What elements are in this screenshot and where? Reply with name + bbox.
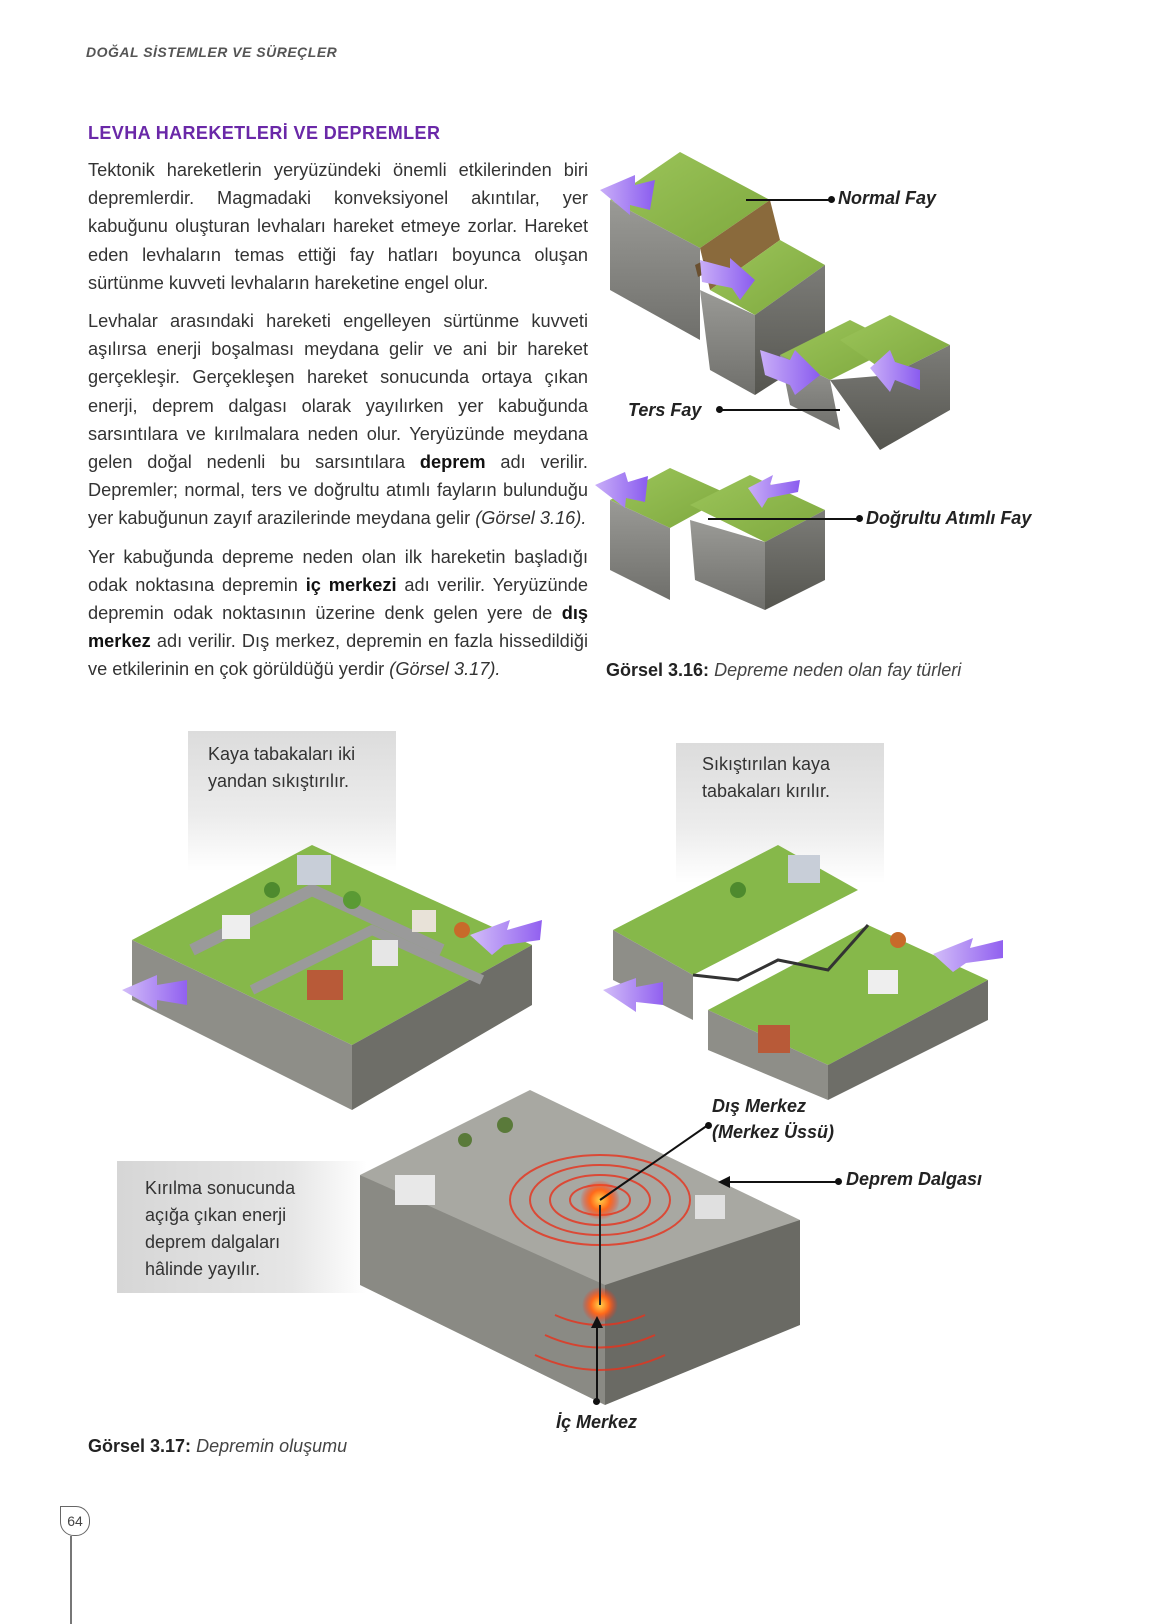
leader-dot	[835, 1178, 842, 1185]
page-number: 64	[60, 1506, 90, 1536]
leader-dot	[828, 196, 835, 203]
label-dogrultu-atimli-fay: Doğrultu Atımlı Fay	[866, 508, 1032, 528]
leader-line	[590, 1120, 710, 1205]
term-ic-merkez: iç merkezi	[305, 574, 397, 595]
body-text	[88, 156, 588, 694]
label-normal-fay: Normal Fay	[838, 188, 937, 208]
leader-dot	[856, 515, 863, 522]
label-merkez-ussu: (Merkez Üssü)	[712, 1122, 835, 1142]
label-dis-merkez: Dış Merkez	[712, 1096, 807, 1116]
term-dis-merkez: dış merkez	[88, 603, 588, 652]
leader-line	[596, 1326, 598, 1400]
label-ic-merkez: İç Merkez	[556, 1412, 638, 1432]
leader-line	[746, 199, 832, 201]
strike-slip-fault-block	[595, 468, 825, 610]
leader-dot	[593, 1398, 600, 1405]
leader-line	[708, 518, 858, 520]
info-box-3	[117, 1161, 367, 1293]
caption-316: Görsel 3.16: Depreme neden olan fay türleri	[606, 660, 962, 680]
leader-line	[728, 1181, 838, 1183]
info-box-3-text: Kırılma sonucunda açığa çıkan enerji deprem dalgaları hâlinde yayılır.	[145, 1178, 296, 1279]
info-box-2-text: Sıkıştırılan kaya tabakaları kırılır.	[702, 754, 831, 801]
info-box-1-text: Kaya tabakaları iki yandan sıkıştırılır.	[208, 744, 356, 791]
paragraph-2: Levhalar arasındaki hareketi engelleyen sürtünme kuvveti aşılırsa enerji boşalması meydana gelir ve ani bir hareket gerçekleşir. Gerçekleşen hareket sonucunda ortaya çıkan enerji, deprem dalgası olarak yayılırken yer kabuğunda sarsıntılara ve kırılmalara neden olur. Yeryüzünde meydana gelen doğal nedenli bu sarsıntılara deprem adı verilir. Depremler; normal, ters ve doğrultu atımlı fayların bulunduğu yer kabuğunun zayıf arazilerinde meydana gelir (Görsel 3.16).	[88, 311, 588, 529]
section-title: LEVHA HAREKETLERİ VE DEPREMLER	[88, 123, 441, 143]
city-block-broken	[598, 830, 1018, 1110]
city-block-compressed	[112, 830, 552, 1120]
caption-317: Görsel 3.17: Depremin oluşumu	[88, 1436, 348, 1456]
label-deprem-dalgasi: Deprem Dalgası	[846, 1169, 983, 1189]
paragraph-3: Yer kabuğunda depreme neden olan ilk hareketin başladığı odak noktasına depremin iç merkezi adı verilir. Yeryüzünde depremin odak noktasının üzerine denk gelen yere de dış merkez adı verilir. Dış merkez, depremin en fazla hissedildiği ve etkilerinin en çok görüldüğü yerdir (Görsel 3.17).	[88, 546, 588, 680]
figure-ref-317: (Görsel 3.17).	[389, 659, 501, 680]
paragraph-1: Tektonik hareketlerin yeryüzündeki önemli etkilerinden biri depremlerdir. Magmadaki konveksiyonel akıntılar, yer kabuğunu oluşturan levhaları hareket etmeye zorlar. Hareket eden levhaların temas ettiği fay hatları boyunca oluşan sürtünme kuvveti levhaların hareketine engel olur.	[88, 160, 588, 293]
margin-line	[70, 1536, 72, 1624]
label-ters-fay: Ters Fay	[628, 400, 702, 420]
term-deprem: deprem	[419, 452, 486, 473]
running-head: DOĞAL SİSTEMLER VE SÜREÇLER	[86, 44, 338, 60]
figure-ref-316: (Görsel 3.16).	[475, 508, 587, 529]
leader-line	[720, 409, 840, 411]
